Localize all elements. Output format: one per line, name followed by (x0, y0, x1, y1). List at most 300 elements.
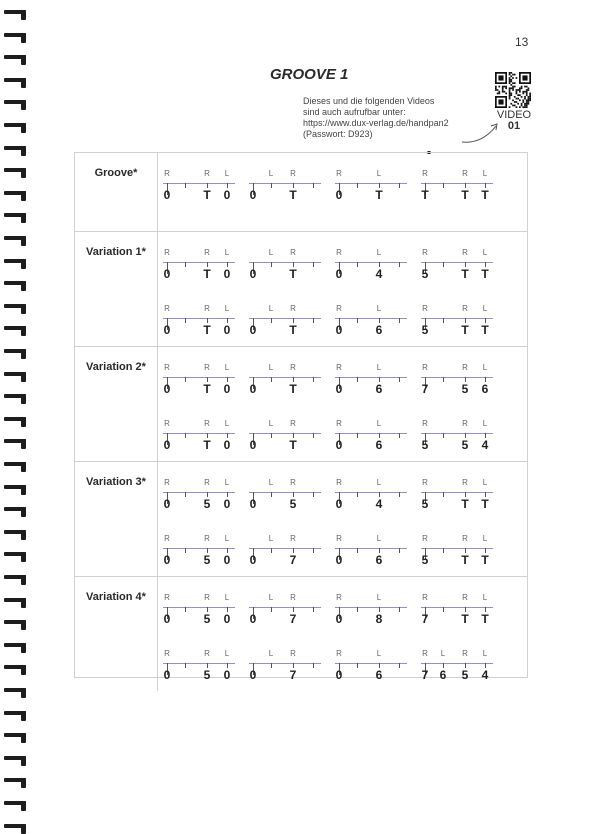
groove-section (75, 576, 527, 691)
beat-tick (399, 607, 400, 612)
stroke-note: 0 (335, 438, 343, 452)
hand-marking: R (204, 534, 210, 543)
video-number: 01 (507, 120, 521, 132)
stroke-note: 0 (163, 668, 171, 682)
beat-tick (357, 318, 358, 323)
hand-marking: L (268, 649, 274, 658)
beat-group (161, 363, 239, 403)
hand-marking: R (462, 169, 468, 178)
beat-group (333, 419, 411, 459)
hand-marking: R (462, 534, 468, 543)
beat-group (247, 169, 325, 209)
binding-ring (4, 10, 26, 20)
beat-line (249, 548, 321, 549)
binding-ring (4, 326, 26, 336)
beat-group (333, 534, 411, 574)
stroke-note: 0 (249, 267, 257, 281)
stroke-note: T (481, 553, 489, 567)
groove-section (75, 231, 527, 346)
hand-marking: L (224, 304, 230, 313)
beat-tick (313, 548, 314, 553)
beat-line (163, 183, 235, 184)
stroke-note: T (481, 497, 489, 511)
beat-tick (185, 607, 186, 612)
stroke-note: 0 (335, 612, 343, 626)
stroke-note: 6 (481, 382, 489, 396)
stroke-note: T (461, 497, 469, 511)
beat-group (247, 534, 325, 574)
stroke-note: 0 (163, 553, 171, 567)
stroke-note: T (203, 323, 211, 337)
beat-line (163, 433, 235, 434)
beat-group (247, 649, 325, 689)
binding-ring (4, 146, 26, 156)
stroke-note: 5 (203, 497, 211, 511)
beat-tick (185, 262, 186, 267)
column-divider (157, 347, 158, 461)
hand-marking: L (268, 593, 274, 602)
hand-marking: L (268, 169, 274, 178)
hand-marking: R (336, 169, 342, 178)
beat-tick (399, 318, 400, 323)
stroke-note: 0 (163, 323, 171, 337)
pattern-row (161, 304, 521, 344)
hand-marking: L (224, 649, 230, 658)
beat-group (161, 649, 239, 689)
hand-marking: R (462, 419, 468, 428)
hand-marking: L (482, 169, 488, 178)
hand-marking: R (164, 478, 170, 487)
hand-marking: R (462, 363, 468, 372)
stroke-note: 6 (375, 323, 383, 337)
stroke-note: 0 (249, 612, 257, 626)
beat-group (333, 248, 411, 288)
beat-tick (357, 492, 358, 497)
stroke-note: 0 (335, 553, 343, 567)
beat-tick (399, 433, 400, 438)
hand-marking: R (336, 304, 342, 313)
beat-group (419, 534, 497, 574)
beat-group (419, 478, 497, 518)
beat-tick (271, 318, 272, 323)
column-divider (157, 153, 158, 231)
beat-line (163, 262, 235, 263)
beat-tick (399, 377, 400, 382)
hand-marking: L (224, 478, 230, 487)
stroke-note: 6 (375, 438, 383, 452)
binding-ring (4, 259, 26, 269)
hand-marking: R (204, 478, 210, 487)
beat-line (249, 183, 321, 184)
beat-tick (357, 183, 358, 188)
binding-ring (4, 372, 26, 382)
beat-line (421, 377, 493, 378)
beat-tick (399, 262, 400, 267)
stroke-note: 0 (223, 438, 231, 452)
binding-ring (4, 530, 26, 540)
beat-group (161, 304, 239, 344)
stroke-note: T (375, 188, 383, 202)
beat-tick (357, 548, 358, 553)
hand-marking: R (336, 478, 342, 487)
binding-ring (4, 778, 26, 788)
beat-tick (313, 262, 314, 267)
stroke-note: 0 (223, 188, 231, 202)
stroke-note: 0 (223, 267, 231, 281)
beat-group (333, 363, 411, 403)
stroke-note: 5 (461, 668, 469, 682)
beat-tick (185, 183, 186, 188)
stroke-note: 0 (249, 553, 257, 567)
stroke-note: 5 (421, 323, 429, 337)
binding-ring (4, 213, 26, 223)
beat-line (163, 607, 235, 608)
stroke-note: 5 (203, 553, 211, 567)
beat-tick (271, 262, 272, 267)
hand-marking: L (482, 478, 488, 487)
beat-group (161, 419, 239, 459)
beat-tick (271, 433, 272, 438)
beat-line (335, 318, 407, 319)
binding-ring (4, 304, 26, 314)
stroke-note: 0 (163, 267, 171, 281)
beat-group (419, 304, 497, 344)
hand-marking: R (164, 593, 170, 602)
beat-group (161, 593, 239, 633)
column-divider (157, 462, 158, 576)
beat-line (335, 377, 407, 378)
beat-line (249, 377, 321, 378)
hand-marking: L (224, 534, 230, 543)
hand-marking: R (290, 534, 296, 543)
beat-line (163, 548, 235, 549)
pattern-row (161, 169, 521, 209)
binding-ring (4, 643, 26, 653)
section-label: Variation 2* (86, 361, 146, 373)
binding-ring (4, 439, 26, 449)
stroke-note: 0 (223, 668, 231, 682)
stroke-note: 0 (249, 668, 257, 682)
binding-ring (4, 507, 26, 517)
stroke-note: 0 (335, 382, 343, 396)
page-title: GROOVE 1 (270, 66, 349, 83)
stroke-note: 4 (481, 668, 489, 682)
beat-line (421, 433, 493, 434)
hand-marking: R (336, 363, 342, 372)
stroke-note: T (289, 188, 297, 202)
binding-ring (4, 462, 26, 472)
beat-tick (185, 318, 186, 323)
beat-tick (399, 492, 400, 497)
hand-marking: R (462, 304, 468, 313)
note-password: (Passwort: D923) (303, 129, 373, 139)
beat-tick (313, 607, 314, 612)
hand-marking: R (164, 649, 170, 658)
hand-marking: L (224, 169, 230, 178)
hand-marking: R (204, 248, 210, 257)
section-label: Variation 3* (86, 476, 146, 488)
arrow-icon (460, 120, 500, 146)
hand-marking: R (422, 534, 428, 543)
stroke-note: 5 (421, 497, 429, 511)
stroke-note: T (461, 267, 469, 281)
pattern-row (161, 248, 521, 288)
binding-ring (4, 100, 26, 110)
beat-group (247, 419, 325, 459)
stroke-note: 0 (163, 612, 171, 626)
hand-marking: R (290, 649, 296, 658)
beat-tick (313, 663, 314, 668)
hand-marking: R (204, 304, 210, 313)
beat-line (249, 663, 321, 664)
binding-ring (4, 78, 26, 88)
hand-marking: L (268, 478, 274, 487)
stroke-note: 7 (289, 668, 297, 682)
beat-tick (271, 548, 272, 553)
beat-tick (443, 318, 444, 323)
beat-line (163, 492, 235, 493)
binding-ring (4, 485, 26, 495)
beat-tick (399, 663, 400, 668)
beat-tick (357, 377, 358, 382)
hand-marking: R (164, 248, 170, 257)
binding-ring (4, 349, 26, 359)
hand-marking: R (290, 363, 296, 372)
binding-ring (4, 575, 26, 585)
stroke-note: 7 (421, 668, 429, 682)
beat-tick (271, 492, 272, 497)
column-divider (157, 577, 158, 691)
stroke-note: T (421, 188, 429, 202)
stroke-note: T (289, 323, 297, 337)
hand-marking: L (482, 649, 488, 658)
beat-group (419, 649, 497, 689)
beat-tick (313, 492, 314, 497)
column-divider (157, 232, 158, 346)
beat-tick (399, 183, 400, 188)
binding-ring (4, 824, 26, 834)
stroke-note: 5 (461, 382, 469, 396)
hand-marking: R (422, 419, 428, 428)
binding-ring (4, 598, 26, 608)
beat-tick (271, 377, 272, 382)
beat-line (335, 663, 407, 664)
beat-line (163, 318, 235, 319)
binding-ring (4, 236, 26, 246)
hand-marking: R (204, 169, 210, 178)
hand-marking: L (482, 419, 488, 428)
stroke-note: T (203, 382, 211, 396)
beat-group (419, 419, 497, 459)
groove-section (75, 346, 527, 461)
beat-tick (313, 433, 314, 438)
beat-tick (185, 663, 186, 668)
beat-tick (185, 548, 186, 553)
stroke-note: T (289, 267, 297, 281)
hand-marking: L (482, 593, 488, 602)
beat-line (421, 607, 493, 608)
hand-marking: R (422, 363, 428, 372)
binding-ring (4, 168, 26, 178)
video-label-text: VIDEO (496, 109, 532, 121)
section-label: Groove* (94, 167, 138, 179)
hand-marking: L (482, 534, 488, 543)
stroke-note: T (203, 267, 211, 281)
hand-marking: R (422, 304, 428, 313)
hand-marking: L (224, 419, 230, 428)
hand-marking: R (336, 248, 342, 257)
binding-ring (4, 55, 26, 65)
beat-group (333, 649, 411, 689)
page-number: 13 (515, 35, 529, 49)
stroke-note: 7 (421, 382, 429, 396)
hand-marking: L (224, 593, 230, 602)
stroke-note: 6 (375, 668, 383, 682)
hand-marking: R (336, 593, 342, 602)
stroke-note: T (461, 553, 469, 567)
beat-tick (443, 377, 444, 382)
binding-ring (4, 620, 26, 630)
beat-tick (271, 663, 272, 668)
hand-marking: R (164, 534, 170, 543)
beat-line (335, 492, 407, 493)
beat-tick (185, 377, 186, 382)
stroke-note: T (481, 612, 489, 626)
beat-group (419, 169, 497, 209)
stroke-note: T (203, 438, 211, 452)
binding-ring (4, 191, 26, 201)
stroke-note: 7 (421, 612, 429, 626)
stroke-note: 6 (375, 553, 383, 567)
beat-group (247, 248, 325, 288)
hand-marking: R (290, 419, 296, 428)
binding-ring (4, 756, 26, 766)
stroke-note: 4 (375, 267, 383, 281)
beat-line (163, 377, 235, 378)
binding-ring (4, 394, 26, 404)
hand-marking: L (482, 248, 488, 257)
beat-line (421, 318, 493, 319)
stroke-note: 0 (223, 323, 231, 337)
beat-line (335, 607, 407, 608)
beat-group (419, 248, 497, 288)
hand-marking: L (268, 304, 274, 313)
hand-marking: R (164, 304, 170, 313)
beat-group (419, 363, 497, 403)
beat-line (335, 548, 407, 549)
beat-group (161, 169, 239, 209)
beat-tick (443, 433, 444, 438)
stroke-note: 0 (335, 668, 343, 682)
hand-marking: L (376, 478, 382, 487)
beat-line (249, 607, 321, 608)
stroke-note: 0 (335, 188, 343, 202)
beat-tick (357, 262, 358, 267)
beat-group (161, 478, 239, 518)
rhythm-table (74, 152, 528, 682)
hand-marking: L (376, 363, 382, 372)
beat-group (161, 248, 239, 288)
binding-ring (4, 688, 26, 698)
stroke-note: T (481, 267, 489, 281)
stroke-note: 0 (249, 382, 257, 396)
hand-marking: L (268, 363, 274, 372)
beat-line (249, 262, 321, 263)
stroke-note: 0 (163, 188, 171, 202)
beat-line (163, 663, 235, 664)
beat-tick (399, 548, 400, 553)
stroke-note: 0 (249, 323, 257, 337)
hand-marking: R (422, 248, 428, 257)
beat-line (421, 663, 493, 664)
beat-tick (357, 433, 358, 438)
hand-marking: R (462, 248, 468, 257)
stroke-note: 0 (249, 497, 257, 511)
beat-tick (443, 262, 444, 267)
stroke-note: 0 (223, 382, 231, 396)
stroke-note: T (481, 323, 489, 337)
stroke-note: 4 (481, 438, 489, 452)
hand-marking: R (422, 478, 428, 487)
hand-marking: R (290, 304, 296, 313)
beat-group (333, 304, 411, 344)
stroke-note: 6 (375, 382, 383, 396)
stroke-note: 5 (203, 612, 211, 626)
beat-group (419, 593, 497, 633)
stroke-note: 0 (249, 438, 257, 452)
stroke-note: 4 (375, 497, 383, 511)
hand-marking: R (204, 419, 210, 428)
hand-marking: L (376, 419, 382, 428)
beat-group (333, 478, 411, 518)
beat-line (335, 262, 407, 263)
pattern-row (161, 649, 521, 689)
beat-tick (313, 377, 314, 382)
binding-ring (4, 665, 26, 675)
hand-marking: R (290, 478, 296, 487)
beat-tick (185, 433, 186, 438)
note-line: Dieses und die folgenden Videos (303, 96, 435, 106)
qr-code-icon[interactable] (495, 72, 531, 108)
hand-marking: R (422, 593, 428, 602)
stroke-note: 0 (335, 323, 343, 337)
beat-tick (443, 183, 444, 188)
hand-marking: R (204, 593, 210, 602)
hand-marking: R (462, 649, 468, 658)
hand-marking: R (290, 169, 296, 178)
hand-marking: R (462, 593, 468, 602)
binding-ring (4, 711, 26, 721)
stroke-note: 7 (289, 612, 297, 626)
pattern-row (161, 593, 521, 633)
hand-marking: R (290, 248, 296, 257)
stroke-note: 5 (421, 267, 429, 281)
stroke-note: 0 (335, 267, 343, 281)
beat-line (421, 548, 493, 549)
hand-marking: L (482, 363, 488, 372)
hand-marking: R (422, 649, 428, 658)
beat-tick (443, 607, 444, 612)
beat-line (249, 433, 321, 434)
hand-marking: L (268, 248, 274, 257)
binding-ring (4, 33, 26, 43)
beat-group (247, 478, 325, 518)
hand-marking: R (204, 363, 210, 372)
pattern-row (161, 419, 521, 459)
stroke-note: 0 (223, 612, 231, 626)
hand-marking: R (164, 363, 170, 372)
binding-ring (4, 281, 26, 291)
